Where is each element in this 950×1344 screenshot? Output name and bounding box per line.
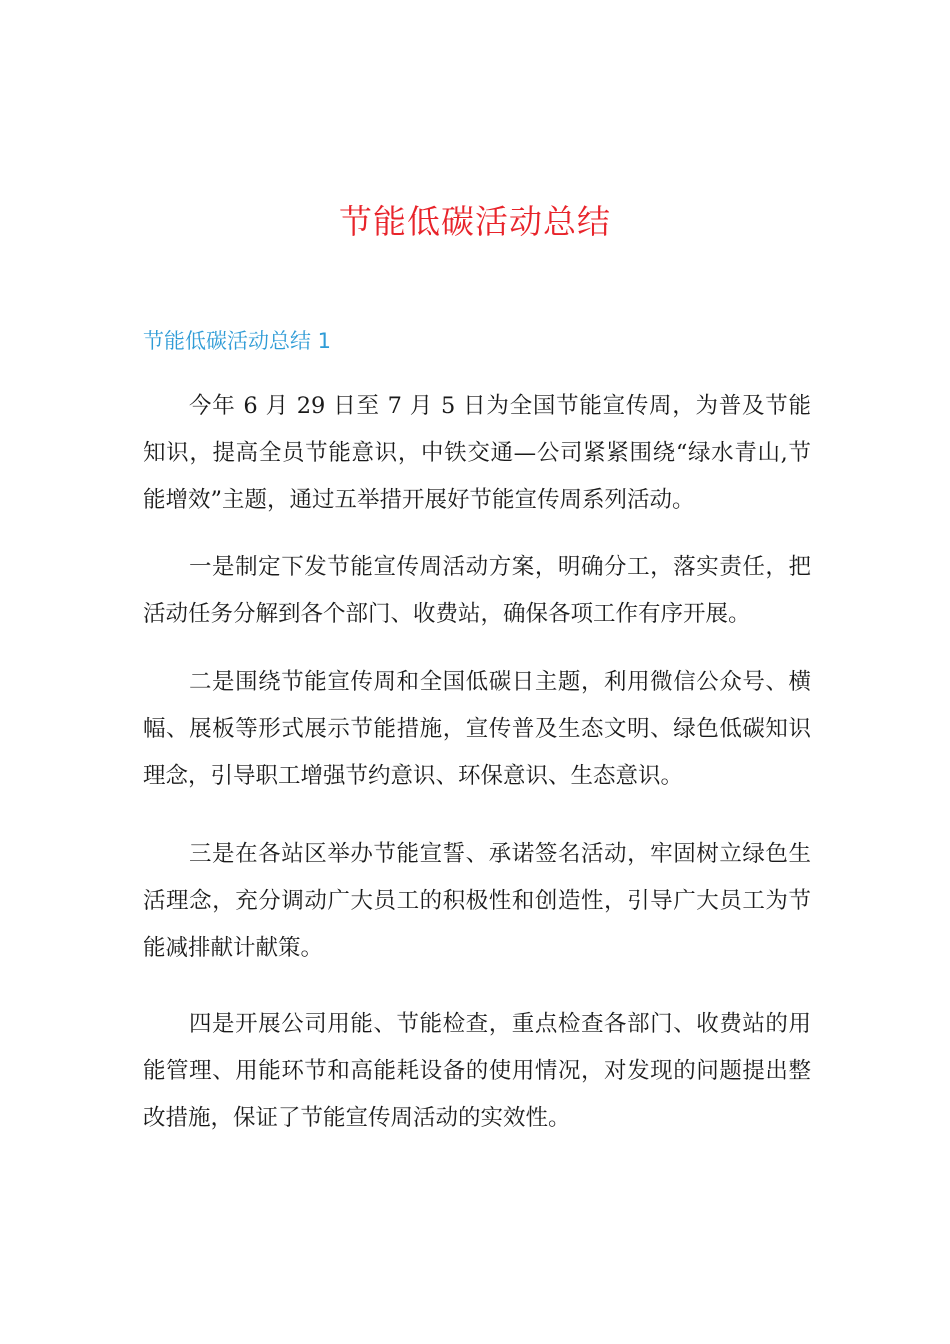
paragraph-measure-4: 四是开展公司用能、节能检查，重点检查各部门、收费站的用能管理、用能环节和高能耗设备的使用情况，对发现的问题提出整改措施，保证了节能宣传周活动的实效性。 [143,1011,811,1131]
document-title: 节能低碳活动总结 [339,202,611,241]
paragraph-measure-2: 二是围绕节能宣传周和全国低碳日主题，利用微信公众号、横幅、展板等形式展示节能措施，宣传普及生态文明、绿色低碳知识理念，引导职工增强节约意识、环保意识、生态意识。 [143,669,811,789]
section-heading: 节能低碳活动总结 1 [143,329,332,353]
paragraph-measure-1: 一是制定下发节能宣传周活动方案，明确分工，落实责任，把活动任务分解到各个部门、收费站，确保各项工作有序开展。 [143,554,811,627]
paragraph-intro: 今年 6 月 29 日至 7 月 5 日为全国节能宣传周，为普及节能知识，提高全员节能意识，中铁交通—公司紧紧围绕“绿水青山,节能增效”主题，通过五举措开展好节能宣传周系列活动。 [143,393,811,513]
paragraph-measure-3: 三是在各站区举办节能宣誓、承诺签名活动，牢固树立绿色生活理念，充分调动广大员工的积极性和创造性，引导广大员工为节能减排献计献策。 [143,841,811,961]
